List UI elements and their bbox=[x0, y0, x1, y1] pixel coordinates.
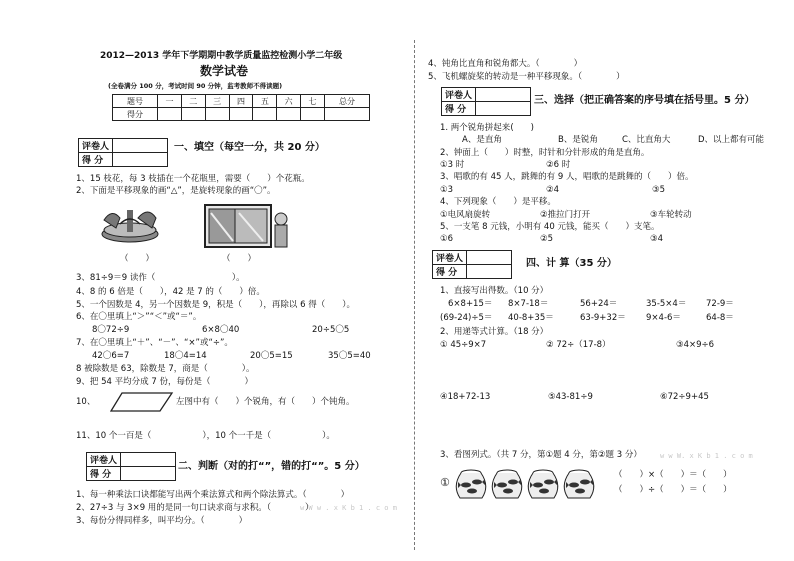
s3-q3-opt: ③5 bbox=[652, 185, 666, 195]
s1-q2-paren-1: （ ） bbox=[120, 254, 155, 264]
s1-q7-item: 18〇4=14 bbox=[164, 351, 207, 361]
s1-q6-item: 6×8〇40 bbox=[202, 325, 240, 335]
s3-q4-opt: ②推拉门打开 bbox=[540, 210, 591, 220]
score-cell: 题号 bbox=[113, 95, 158, 108]
exam-title: 2012—2013 学年下学期期中教学质量监控检测小学二年级 bbox=[100, 51, 343, 61]
s4-stepwise-calc: ④18+72-13 bbox=[440, 392, 491, 402]
score-cell: 三 bbox=[205, 95, 229, 108]
s3-q1-opt: D、以上都有可能 bbox=[698, 135, 765, 145]
s4-mental-calc: 6×8+15＝ bbox=[448, 299, 493, 309]
score-cell: 得分 bbox=[113, 108, 158, 121]
s1-q7-item: 20〇5=15 bbox=[250, 351, 293, 361]
s3-q4-opt: ①电风扇旋转 bbox=[440, 210, 491, 220]
fish-bowls-figure bbox=[452, 466, 602, 502]
s4-stepwise-calc: ③4×9÷6 bbox=[676, 340, 715, 350]
carousel-figure bbox=[98, 204, 162, 248]
s1-q1: 1、15 枝花，每 3 枝插在一个花瓶里，需要（ ）个花瓶。 bbox=[76, 174, 310, 184]
s3-q1-opt: B、是锐角 bbox=[558, 135, 598, 145]
score-table bbox=[112, 94, 370, 121]
s3-q2: 2、钟面上（ ）时整，时针和分针形成的角是直角。 bbox=[440, 148, 650, 158]
s4-mental-calc: 9×4-6＝ bbox=[646, 313, 681, 323]
grader-reviewer: 评卷人 bbox=[87, 453, 121, 467]
s4-sub2: 2、用递等式计算。（18 分） bbox=[440, 327, 549, 337]
s3-q3-opt: ①3 bbox=[440, 185, 454, 195]
s1-q4: 4、8 的 6 倍是（ ），42 是 7 的（ ）倍。 bbox=[76, 287, 265, 297]
sliding-window-figure bbox=[203, 203, 293, 251]
score-cell: 五 bbox=[253, 95, 277, 108]
grader-box-3 bbox=[441, 87, 531, 116]
score-cell: 四 bbox=[229, 95, 253, 108]
watermark: w w W. x K b 1 . c o m bbox=[660, 452, 753, 460]
s4-mental-calc: 40-8+35＝ bbox=[508, 313, 554, 323]
s2-q4: 4、钝角比直角和锐角都大。（ ） bbox=[428, 59, 583, 69]
s3-q4-opt: ③车轮转动 bbox=[650, 210, 692, 220]
s3-q3-opt: ②4 bbox=[546, 185, 560, 195]
grader-score: 得 分 bbox=[442, 102, 476, 116]
s4-mental-calc: 8×7-18＝ bbox=[508, 299, 549, 309]
s1-q7-item: 42〇6=7 bbox=[92, 351, 130, 361]
s4-mental-calc: (69-24)÷5＝ bbox=[440, 313, 493, 323]
s1-q10-number: 10、 bbox=[76, 397, 96, 407]
s1-q2-paren-2: （ ） bbox=[222, 254, 257, 264]
exam-note: (全卷满分 100 分，考试时间 90 分钟，监考教师不得读题) bbox=[108, 82, 283, 90]
s1-q10-text: 左图中有（ ）个锐角，有（ ）个钝角。 bbox=[176, 397, 355, 407]
s3-q4: 4、下列现象（ ）是平移。 bbox=[440, 197, 556, 207]
s1-q2: 2、下面是平移现象的画“△”，是旋转现象的画“〇”。 bbox=[76, 186, 276, 196]
s1-q9: 9、把 54 平均分成 7 份，每份是（ ） bbox=[76, 377, 253, 387]
score-cell: 七 bbox=[301, 95, 325, 108]
s1-q6-item: 8〇72÷9 bbox=[92, 325, 130, 335]
s1-q6-item: 20÷5〇5 bbox=[312, 325, 350, 335]
s4-mental-calc: 64-8＝ bbox=[706, 313, 734, 323]
section4-heading: 四、计 算（35 分） bbox=[526, 258, 617, 269]
s2-q2: 2、27÷3 与 3×9 用的是同一句口诀求商与求积。（ ） bbox=[76, 503, 314, 513]
s4-mental-calc: 56+24＝ bbox=[580, 299, 618, 309]
grader-box-4 bbox=[432, 250, 512, 279]
grader-score: 得 分 bbox=[433, 265, 467, 279]
grader-reviewer: 评卷人 bbox=[433, 251, 467, 265]
grader-score: 得 分 bbox=[79, 153, 113, 167]
s3-q3: 3、唱歌的有 45 人，跳舞的有 9 人，唱歌的是跳舞的（ ）倍。 bbox=[440, 172, 694, 182]
s1-q3: 3、81÷9＝9 读作（ ）。 bbox=[76, 273, 245, 283]
s4-mental-calc: 35-5×4＝ bbox=[646, 299, 687, 309]
s3-q2-opt: ②6 时 bbox=[546, 160, 571, 170]
s4-equation-2: （ ）÷（ ）＝（ ） bbox=[614, 485, 732, 495]
s3-q1: 1. 两个锐角拼起来( ) bbox=[440, 123, 534, 133]
s3-q1-opt: A、是直角 bbox=[462, 135, 502, 145]
s4-mental-calc: 63-9+32＝ bbox=[580, 313, 626, 323]
section3-heading: 三、选择（把正确答案的序号填在括号里。5 分） bbox=[534, 95, 755, 106]
s2-q5: 5、飞机螺旋桨的转动是一种平移现象。（ ） bbox=[428, 72, 625, 82]
grader-reviewer: 评卷人 bbox=[79, 139, 113, 153]
s3-q2-opt: ①3 时 bbox=[440, 160, 465, 170]
s4-sub3: 3、看图列式。（共 7 分，第①题 4 分，第②题 3 分） bbox=[440, 450, 642, 460]
s4-stepwise-calc: ① 45÷9×7 bbox=[440, 340, 487, 350]
s2-q1: 1、每一种乘法口诀都能写出两个乘法算式和两个除法算式。（ ） bbox=[76, 490, 350, 500]
score-cell: 一 bbox=[158, 95, 182, 108]
grader-reviewer: 评卷人 bbox=[442, 88, 476, 102]
grader-box-1 bbox=[78, 138, 168, 167]
section1-heading: 一、填空（每空一分，共 20 分） bbox=[174, 142, 325, 153]
score-cell: 总分 bbox=[324, 95, 369, 108]
s4-figure-number: ① bbox=[440, 476, 450, 489]
s4-sub1: 1、直接写出得数。（10 分） bbox=[440, 286, 549, 296]
s3-q1-opt: C、比直角大 bbox=[622, 135, 671, 145]
section2-heading: 二、判断（对的打“”，错的打“”。5 分） bbox=[178, 461, 365, 472]
s1-q7: 7、在〇里填上“＋”、“－”、“×”或“÷”。 bbox=[76, 338, 233, 348]
s1-q11: 11、10 个一百是（ ），10 个一千是（ ）。 bbox=[76, 431, 335, 441]
s3-q5: 5、一支笔 8 元钱，小明有 40 元钱，能买（ ）支笔。 bbox=[440, 222, 660, 232]
s4-equation-1: （ ）×（ ）＝（ ） bbox=[614, 470, 732, 480]
s3-q5-opt: ①6 bbox=[440, 234, 454, 244]
grader-score: 得 分 bbox=[87, 467, 121, 481]
score-cell: 六 bbox=[277, 95, 301, 108]
s1-q7-item: 35〇5=40 bbox=[328, 351, 371, 361]
parallelogram-figure bbox=[110, 391, 174, 413]
exam-subject: 数学试卷 bbox=[200, 64, 249, 78]
s3-q5-opt: ③4 bbox=[650, 234, 664, 244]
s3-q5-opt: ②5 bbox=[540, 234, 554, 244]
s1-q5: 5、一个因数是 4，另一个因数是 9，积是（ ），再除以 6 得（ ）。 bbox=[76, 300, 355, 310]
watermark: w W w . x K b 1 . c o m bbox=[300, 504, 397, 512]
s1-q8: 8 被除数是 63，除数是 7，商是（ ）。 bbox=[76, 364, 255, 374]
s2-q3: 3、每份分得同样多，叫平均分。（ ） bbox=[76, 516, 248, 526]
grader-box-2 bbox=[86, 452, 176, 481]
s4-stepwise-calc: ⑤43-81÷9 bbox=[548, 392, 593, 402]
score-cell: 二 bbox=[181, 95, 205, 108]
s4-mental-calc: 72-9＝ bbox=[706, 299, 734, 309]
s1-q6: 6、在〇里填上“＞”“＜”或“＝”。 bbox=[76, 312, 202, 322]
fold-line bbox=[414, 40, 415, 550]
s4-stepwise-calc: ⑥72÷9+45 bbox=[660, 392, 709, 402]
s4-stepwise-calc: ② 72÷（17-8） bbox=[546, 340, 611, 350]
